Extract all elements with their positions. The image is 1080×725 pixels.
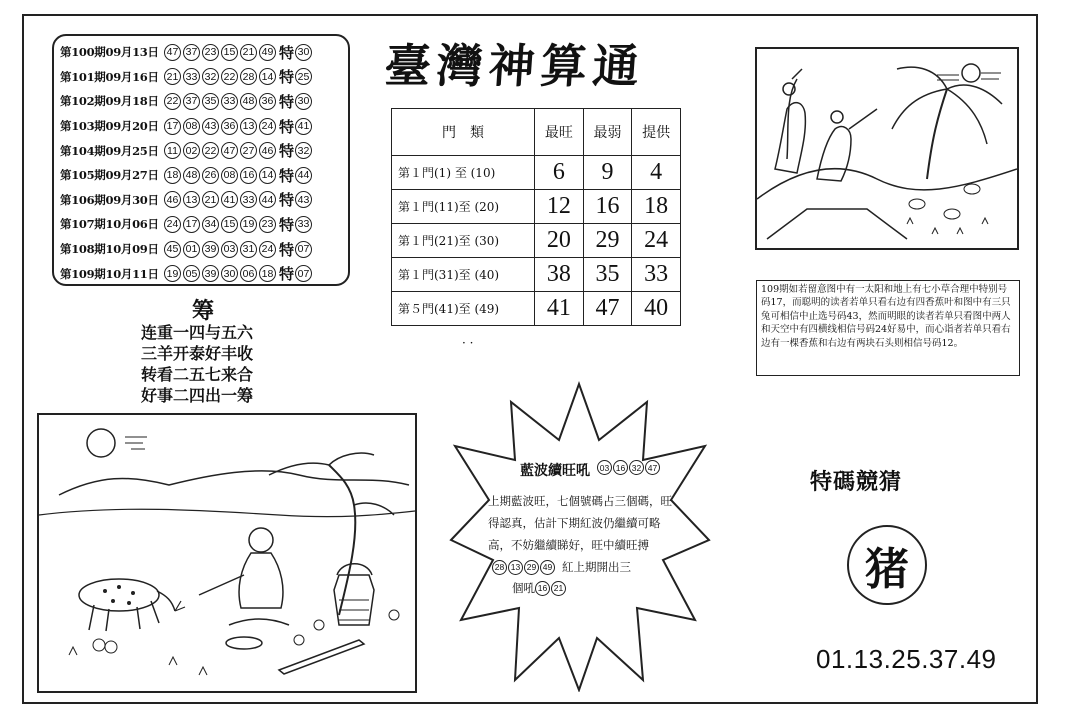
number-ball: 49: [259, 44, 276, 61]
starburst-text3: 個吼: [512, 581, 535, 595]
number-ball: 14: [259, 167, 276, 184]
history-row: [60, 65, 342, 90]
riddle-illustration-bottom: [37, 413, 417, 693]
history-row: [60, 89, 342, 114]
dots-mark: · ·: [462, 336, 474, 350]
number-ball: 39: [202, 265, 219, 282]
starburst-balls-row2: [492, 559, 631, 575]
number-ball: 18: [164, 167, 181, 184]
number-ball: 17: [183, 216, 200, 233]
number-ball: 37: [183, 44, 200, 61]
number-ball: 47: [221, 142, 238, 159]
history-row: [60, 40, 342, 65]
offer-cell: 24: [632, 224, 681, 258]
special-marker: 特: [279, 117, 295, 136]
starburst-title: 藍波續旺吼: [520, 463, 590, 479]
table-row: [392, 292, 681, 326]
history-label: 第107期10月06日: [60, 217, 159, 232]
history-label: 第100期09月13日: [60, 45, 159, 60]
number-ball: 16: [535, 581, 550, 596]
poem-line: 连重一四与五六: [141, 323, 254, 342]
hottest-cell: 12: [535, 190, 584, 224]
row-label: 第５門(41)至 (49): [392, 292, 535, 326]
table-header-row: [392, 109, 681, 156]
header-category: 門 類: [392, 109, 535, 156]
history-row: [60, 138, 342, 163]
banana-rabbit-drawing: [757, 49, 1017, 248]
special-number-ball: 43: [295, 191, 312, 208]
coldest-cell: 29: [583, 224, 632, 258]
row-label: 第１門(11)至 (20): [392, 190, 535, 224]
history-label: 第101期09月16日: [60, 69, 159, 84]
number-ball: 16: [240, 167, 257, 184]
number-ball: 24: [259, 118, 276, 135]
poem-line: 转看二五七来合: [141, 365, 254, 384]
coldest-cell: 47: [583, 292, 632, 326]
number-ball: 01: [183, 241, 200, 258]
number-ball: 17: [164, 118, 181, 135]
number-ball: 49: [540, 560, 555, 575]
history-label: 第108期10月09日: [60, 242, 159, 257]
number-ball: 36: [221, 118, 238, 135]
number-ball: 05: [183, 265, 200, 282]
coldest-cell: 16: [583, 190, 632, 224]
history-row: [60, 212, 342, 237]
special-marker: 特: [279, 265, 295, 284]
number-ball: 22: [221, 68, 238, 85]
history-label: 第103期09月20日: [60, 119, 159, 134]
row-label: 第１門(1) 至 (10): [392, 156, 535, 190]
header-coldest: 最弱: [583, 109, 632, 156]
guess-title: 特碼競猜: [810, 469, 903, 495]
recommended-numbers: 01.13.25.37.49: [816, 644, 997, 674]
number-ball: 16: [613, 460, 628, 475]
poem-title: 筹: [192, 298, 215, 324]
number-ball: 28: [240, 68, 257, 85]
number-ball: 28: [492, 560, 507, 575]
number-ball: 21: [164, 68, 181, 85]
special-number-ball: 41: [295, 118, 312, 135]
number-ball: 22: [164, 93, 181, 110]
hottest-cell: 41: [535, 292, 584, 326]
special-marker: 特: [279, 92, 295, 111]
special-number-ball: 30: [295, 44, 312, 61]
number-ball: 47: [164, 44, 181, 61]
history-row: [60, 237, 342, 262]
number-ball: 30: [221, 265, 238, 282]
special-number-ball: 32: [295, 142, 312, 159]
special-marker: 特: [279, 240, 295, 259]
offer-cell: 4: [632, 156, 681, 190]
poem-line: 三羊开泰好丰收: [141, 344, 254, 363]
special-marker: 特: [279, 43, 295, 62]
number-ball: 23: [259, 216, 276, 233]
table-row: [392, 156, 681, 190]
number-ball: 47: [645, 460, 660, 475]
row-label: 第１門(31)至 (40): [392, 258, 535, 292]
number-ball: 13: [508, 560, 523, 575]
table-row: [392, 224, 681, 258]
number-ball: 48: [240, 93, 257, 110]
history-row: [60, 261, 342, 286]
number-ball: 46: [164, 191, 181, 208]
history-row: [60, 163, 342, 188]
row-label: 第１門(21)至 (30): [392, 224, 535, 258]
history-label: 第102期09月18日: [60, 94, 159, 109]
special-number-ball: 07: [295, 265, 312, 282]
starburst-balls-row3: [512, 580, 567, 596]
number-ball: 08: [183, 118, 200, 135]
number-ball: 08: [221, 167, 238, 184]
number-ball: 11: [164, 142, 181, 159]
number-ball: 35: [202, 93, 219, 110]
special-marker: 特: [279, 68, 295, 87]
offer-cell: 33: [632, 258, 681, 292]
history-label: 第106期09月30日: [60, 192, 159, 207]
number-ball: 37: [183, 93, 200, 110]
number-ball: 21: [240, 44, 257, 61]
number-ball: 33: [240, 191, 257, 208]
special-number-ball: 33: [295, 216, 312, 233]
boy-deer-drawing: [39, 415, 415, 691]
number-ball: 24: [259, 241, 276, 258]
number-ball: 32: [629, 460, 644, 475]
special-number-ball: 25: [295, 68, 312, 85]
page-title: 臺灣神算通: [382, 39, 647, 93]
number-ball: 03: [597, 460, 612, 475]
poem-line: 好事二四出一筹: [141, 386, 254, 405]
number-ball: 03: [221, 241, 238, 258]
header-offer: 提供: [632, 109, 681, 156]
poem: [141, 322, 253, 406]
number-ball: 32: [202, 68, 219, 85]
special-marker: 特: [279, 215, 295, 234]
table-row: [392, 190, 681, 224]
number-ball: 18: [259, 265, 276, 282]
number-ball: 06: [240, 265, 257, 282]
riddle-illustration-top: [755, 47, 1019, 250]
table-row: [392, 258, 681, 292]
number-ball: 39: [202, 241, 219, 258]
header-hottest: 最旺: [535, 109, 584, 156]
offer-cell: 40: [632, 292, 681, 326]
number-ball: 33: [183, 68, 200, 85]
special-number-ball: 30: [295, 93, 312, 110]
number-ball: 22: [202, 142, 219, 159]
special-marker: 特: [279, 166, 295, 185]
number-ball: 44: [259, 191, 276, 208]
special-number-ball: 44: [295, 167, 312, 184]
history-row: [60, 114, 342, 139]
number-ball: 19: [240, 216, 257, 233]
guess-answer: 猪: [847, 525, 927, 605]
number-ball: 26: [202, 167, 219, 184]
number-ball: 34: [202, 216, 219, 233]
number-ball: 48: [183, 167, 200, 184]
number-ball: 19: [164, 265, 181, 282]
starburst-balls: [597, 460, 661, 475]
starburst-text2: 紅上期開出三: [562, 560, 631, 574]
history-results-panel: [52, 34, 350, 286]
coldest-cell: 35: [583, 258, 632, 292]
riddle-hint-text: 109期如若留意图中有一太阳和地上有七小草合理中特别号码17，而聪明的读者若单只看右边有四香蕉叶和图中有三只兔可相信中止选号码43，然而明眼的读者若单只看图中两人和天空中有四横线相信号码24好易中，而心诣者若单只看右边有一棵香蕉和右边有两块石头则相信号码12。: [756, 280, 1020, 376]
coldest-cell: 9: [583, 156, 632, 190]
number-ball: 23: [202, 44, 219, 61]
starburst-text: 上期藍波旺，七個號碼占三個碼，旺得認真，估計下期紅波仍繼續可略高，不妨繼續睇好，旺中續旺搏: [488, 494, 672, 552]
number-ball: 14: [259, 68, 276, 85]
special-marker: 特: [279, 142, 295, 161]
number-ball: 46: [259, 142, 276, 159]
number-ball: 36: [259, 93, 276, 110]
hottest-cell: 38: [535, 258, 584, 292]
number-ball: 15: [221, 216, 238, 233]
number-ball: 33: [221, 93, 238, 110]
number-ball: 24: [164, 216, 181, 233]
number-ball: 02: [183, 142, 200, 159]
number-ball: 31: [240, 241, 257, 258]
offer-cell: 18: [632, 190, 681, 224]
number-ball: 21: [551, 581, 566, 596]
number-ball: 45: [164, 241, 181, 258]
history-label: 第105期09月27日: [60, 168, 159, 183]
number-ball: 13: [240, 118, 257, 135]
number-ball: 13: [183, 191, 200, 208]
number-ball: 29: [524, 560, 539, 575]
number-ball: 43: [202, 118, 219, 135]
number-ball: 21: [202, 191, 219, 208]
special-marker: 特: [279, 191, 295, 210]
number-ball: 15: [221, 44, 238, 61]
number-ball: 41: [221, 191, 238, 208]
history-row: [60, 188, 342, 213]
hottest-cell: 6: [535, 156, 584, 190]
history-label: 第109期10月11日: [60, 266, 159, 281]
category-stats-table: [391, 108, 681, 326]
special-number-ball: 07: [295, 241, 312, 258]
history-label: 第104期09月25日: [60, 143, 159, 158]
number-ball: 27: [240, 142, 257, 159]
hottest-cell: 20: [535, 224, 584, 258]
